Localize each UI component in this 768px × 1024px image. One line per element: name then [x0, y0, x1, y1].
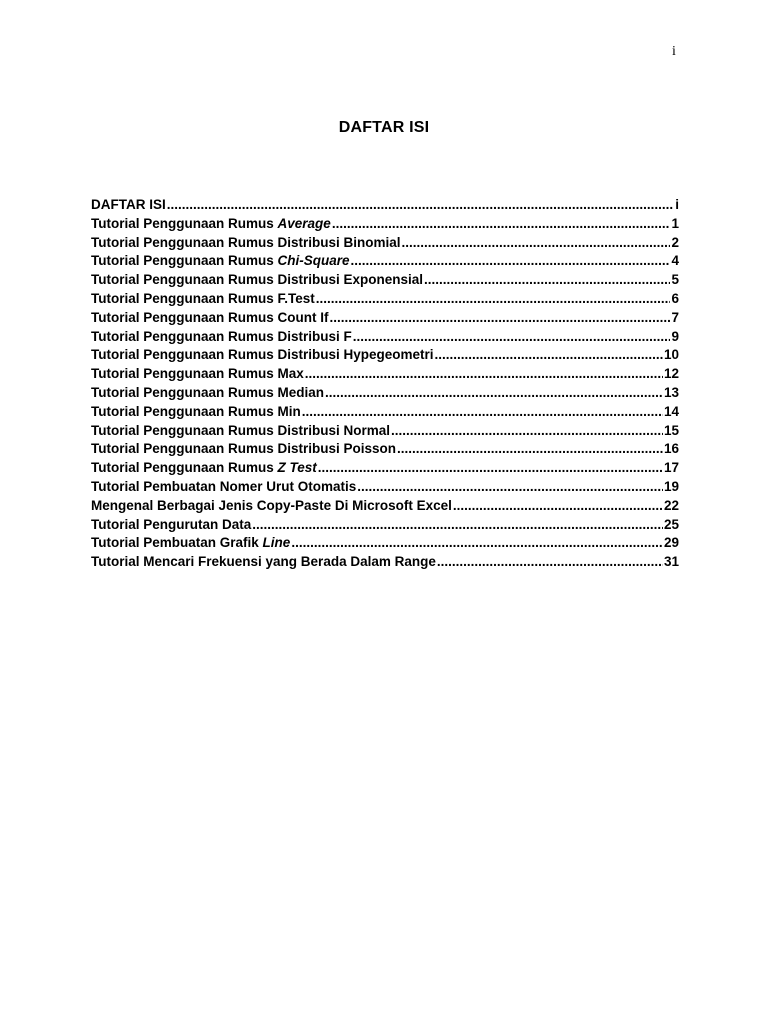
dot-leader — [291, 534, 663, 553]
toc-entry-title-text: Tutorial Penggunaan Rumus Distribusi Binomial — [91, 234, 401, 250]
toc-entry-page: 31 — [663, 554, 679, 570]
dot-leader — [402, 234, 671, 253]
toc-entry[interactable] — [91, 553, 679, 572]
toc-entry-title-text: Tutorial Penggunaan Rumus Median — [91, 384, 325, 400]
toc-entry[interactable] — [91, 215, 679, 234]
dot-leader — [305, 365, 663, 384]
dot-leader — [252, 516, 663, 535]
dot-leader — [424, 271, 670, 290]
toc-entry-title-emphasis: Line — [262, 535, 291, 551]
dot-leader — [316, 290, 671, 309]
toc-entry-title — [91, 440, 396, 459]
toc-entry-title-text: Tutorial Pengurutan Data — [91, 516, 252, 532]
toc-entry-page: 5 — [671, 272, 679, 288]
toc-entry[interactable] — [91, 328, 679, 347]
toc-entry-page: 25 — [663, 516, 679, 532]
dot-leader — [353, 328, 671, 347]
toc-entry-title-text: Tutorial Penggunaan Rumus — [91, 215, 278, 231]
toc-entry[interactable] — [91, 234, 679, 253]
toc-entry-page: 17 — [663, 460, 679, 476]
dot-leader — [351, 252, 671, 271]
toc-entry[interactable] — [91, 271, 679, 290]
toc-entry[interactable] — [91, 459, 679, 478]
toc-entry-page: 22 — [663, 497, 679, 513]
toc-entry-title-text: Tutorial Penggunaan Rumus Distribusi Poisson — [91, 441, 397, 457]
toc-entry[interactable] — [91, 534, 679, 553]
toc-entry-title-text: Tutorial Penggunaan Rumus F.Test — [91, 290, 315, 306]
dot-leader — [453, 497, 663, 516]
toc-entry[interactable] — [91, 403, 679, 422]
dot-leader — [330, 309, 671, 328]
dot-leader — [332, 215, 671, 234]
toc-entry-title-text: Tutorial Penggunaan Rumus Min — [91, 403, 301, 419]
table-of-contents — [91, 196, 679, 572]
toc-entry-title — [91, 478, 356, 497]
toc-entry-title-text: Tutorial Pembuatan Nomer Urut Otomatis — [91, 478, 357, 494]
toc-entry-page: 7 — [671, 309, 679, 325]
toc-entry-title — [91, 365, 304, 384]
toc-entry[interactable] — [91, 384, 679, 403]
dot-leader — [167, 196, 674, 215]
toc-entry-title — [91, 309, 329, 328]
toc-entry-page: 16 — [663, 441, 679, 457]
toc-entry-title — [91, 553, 436, 572]
toc-entry-title — [91, 290, 315, 309]
toc-entry-page: 9 — [671, 328, 679, 344]
toc-entry-title — [91, 422, 390, 441]
toc-entry-title — [91, 196, 166, 215]
dot-leader — [357, 478, 663, 497]
toc-entry-title-text: Tutorial Penggunaan Rumus Count If — [91, 309, 329, 325]
toc-entry[interactable] — [91, 422, 679, 441]
toc-entry-page: 13 — [663, 384, 679, 400]
toc-entry-title-emphasis: Chi-Square — [277, 253, 350, 269]
toc-entry-title — [91, 534, 290, 553]
toc-entry-title-text: Tutorial Penggunaan Rumus Distribusi Hypegeometri — [91, 347, 434, 363]
toc-entry-page: 19 — [663, 478, 679, 494]
toc-entry-title — [91, 252, 350, 271]
toc-entry-title-text: Tutorial Penggunaan Rumus Max — [91, 366, 304, 382]
toc-entry-title — [91, 346, 434, 365]
toc-entry[interactable] — [91, 346, 679, 365]
dot-leader — [302, 403, 663, 422]
toc-entry-title-text: Mengenal Berbagai Jenis Copy-Paste Di Microsoft Excel — [91, 497, 452, 513]
toc-entry-title-text: Tutorial Penggunaan Rumus — [91, 460, 278, 476]
toc-entry-title — [91, 459, 317, 478]
toc-entry-page: 14 — [663, 403, 679, 419]
toc-entry[interactable] — [91, 196, 679, 215]
toc-entry-title-text: Tutorial Penggunaan Rumus Distribusi F — [91, 328, 352, 344]
toc-entry-title-emphasis: Z Test — [277, 460, 317, 476]
toc-entry-page: i — [675, 197, 679, 212]
document-title: DAFTAR ISI — [338, 119, 430, 136]
toc-entry[interactable] — [91, 516, 679, 535]
toc-entry-title-text: Tutorial Mencari Frekuensi yang Berada Dalam Range — [91, 554, 436, 570]
toc-entry[interactable] — [91, 497, 679, 516]
dot-leader — [435, 346, 663, 365]
toc-entry-title — [91, 516, 251, 535]
toc-entry-page: 4 — [671, 253, 679, 269]
toc-entry-title-text: DAFTAR ISI — [91, 197, 166, 212]
toc-entry[interactable] — [91, 290, 679, 309]
dot-leader — [437, 553, 663, 572]
toc-entry-title — [91, 234, 401, 253]
toc-entry-title-text: Tutorial Penggunaan Rumus Distribusi Normal — [91, 422, 391, 438]
toc-entry-title — [91, 384, 324, 403]
toc-entry-page: 6 — [671, 290, 679, 306]
toc-entry-page: 15 — [663, 422, 679, 438]
toc-entry-title — [91, 215, 331, 234]
toc-entry-title-text: Tutorial Pembuatan Grafik — [91, 535, 263, 551]
toc-entry-title-emphasis: Average — [277, 215, 331, 231]
toc-entry-title — [91, 403, 301, 422]
toc-entry-title-text: Tutorial Penggunaan Rumus — [91, 253, 278, 269]
toc-entry-title — [91, 271, 423, 290]
dot-leader — [391, 422, 663, 441]
page-number: i — [672, 44, 676, 59]
toc-entry[interactable] — [91, 309, 679, 328]
toc-entry-page: 2 — [671, 234, 679, 250]
dot-leader — [397, 440, 663, 459]
toc-entry[interactable] — [91, 365, 679, 384]
toc-entry[interactable] — [91, 252, 679, 271]
toc-entry-page: 10 — [663, 347, 679, 363]
toc-entry-page: 29 — [663, 535, 679, 551]
toc-entry-title-text: Tutorial Penggunaan Rumus Distribusi Exponensial — [91, 272, 424, 288]
toc-entry[interactable] — [91, 440, 679, 459]
dot-leader — [318, 459, 663, 478]
toc-entry[interactable] — [91, 478, 679, 497]
dot-leader — [325, 384, 663, 403]
toc-entry-page: 12 — [663, 366, 679, 382]
toc-entry-title — [91, 328, 352, 347]
toc-entry-title — [91, 497, 452, 516]
toc-entry-page: 1 — [671, 215, 679, 231]
